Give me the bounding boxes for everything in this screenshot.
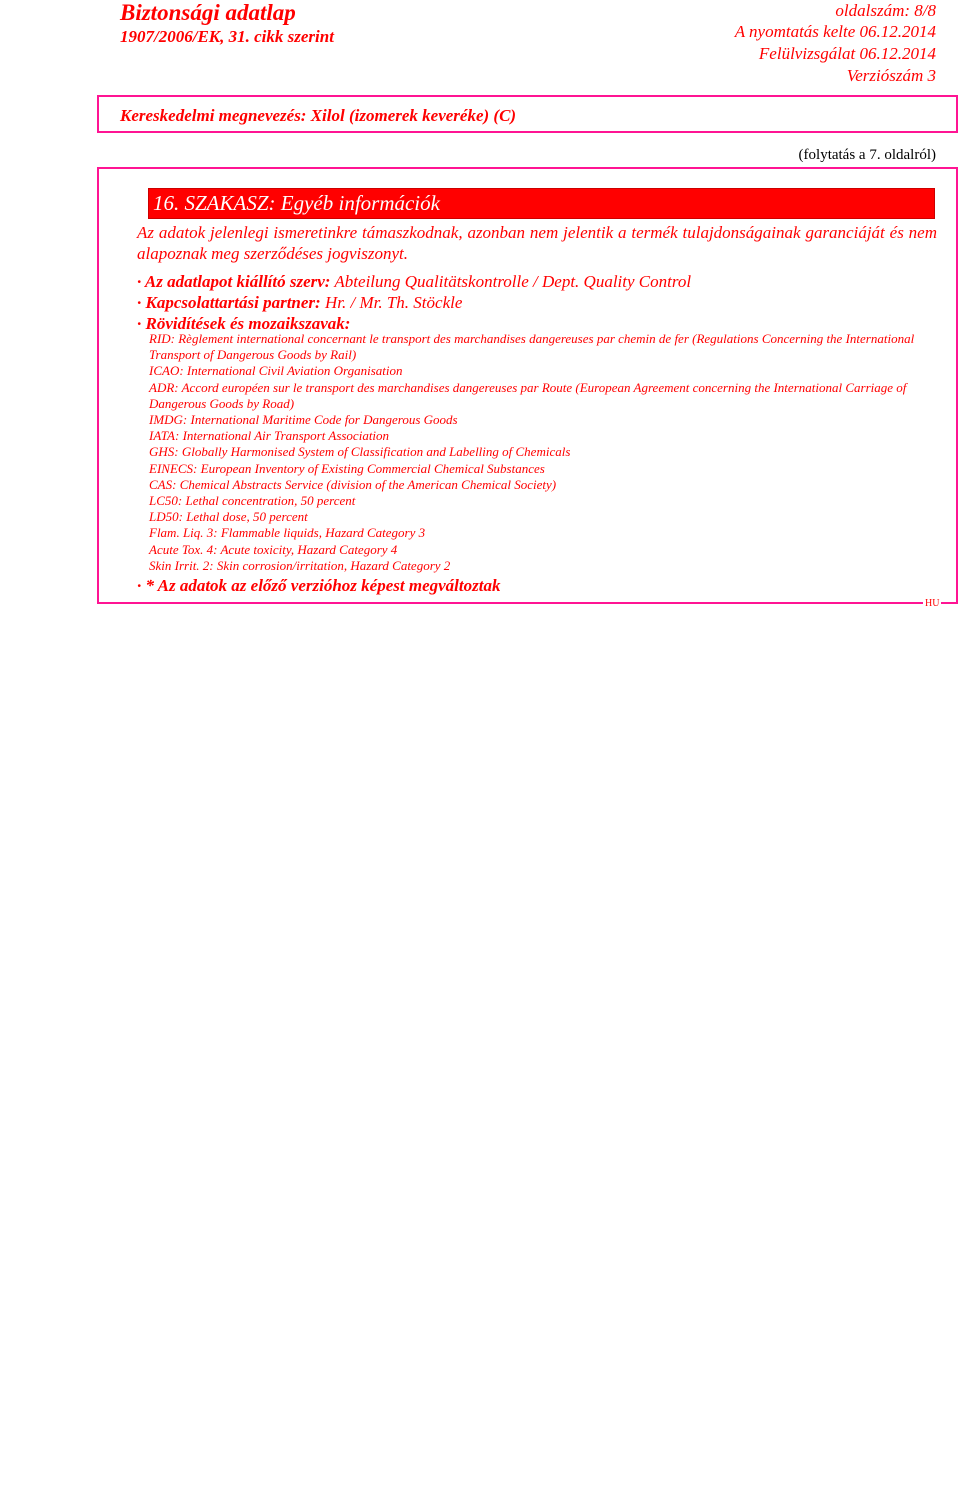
contact-value: Hr. / Mr. Th. Stöckle [320, 293, 463, 312]
list-item: EINECS: European Inventory of Existing Commercial Chemical Substances [149, 460, 545, 476]
list-item: ADR: Accord européen sur le transport des marchandises dangereuses par Route (European Agreement concerning the International Carriage of Dangerous Goods by Road) [149, 379, 907, 411]
changed-data-note: · * Az adatok az előző verzióhoz képest megváltoztak [137, 576, 501, 595]
version-number: Verziószám 3 [846, 66, 936, 85]
list-item: CAS: Chemical Abstracts Service (division of the American Chemical Society) [149, 476, 557, 492]
list-item: Acute Tox. 4: Acute toxicity, Hazard Category 4 [149, 541, 398, 557]
page-number: oldalszám: 8/8 [835, 1, 936, 20]
document-title: Biztonsági adatlap [120, 0, 296, 25]
continuation-note: (folytatás a 7. oldalról) [798, 147, 936, 163]
list-item: GHS: Globally Harmonised System of Classification and Labelling of Chemicals [149, 444, 571, 460]
revision-date: Felülvizsgálat 06.12.2014 [758, 44, 936, 63]
abbreviations-label: · Rövidítések és mozaikszavak: [137, 314, 351, 333]
document-meta [735, 0, 936, 87]
contact-label: · Kapcsolattartási partner: [137, 293, 321, 312]
contact-field [137, 292, 462, 313]
list-item: RID: Règlement international concernant le transport des marchandises dangereuses par chemin de fer (Regulations Concerning the International Transport of Dangerous Goods by Rail) [149, 331, 915, 363]
abbreviations-list [149, 331, 939, 574]
print-date: A nyomtatás kelte 06.12.2014 [734, 22, 936, 41]
document-header [120, 0, 334, 48]
section-intro: Az adatok jelenlegi ismeretinkre támaszkodnak, azonban nem jelentik a termék tulajdonságainak garanciáját és nem alapoznak meg szerződéses jogviszonyt. [137, 223, 937, 263]
section-title: 16. SZAKASZ: Egyéb információk [148, 188, 935, 219]
issuer-label: · Az adatlapot kiállító szerv: [137, 272, 331, 291]
regulation-reference: 1907/2006/EK, 31. cikk szerint [120, 27, 334, 46]
list-item: Skin Irrit. 2: Skin corrosion/irritation, Hazard Category 2 [149, 557, 451, 573]
list-item: LD50: Lethal dose, 50 percent [149, 509, 308, 525]
trade-name: Kereskedelmi megnevezés: Xilol (izomerek keveréke) (C) [120, 106, 517, 125]
list-item: IATA: International Air Transport Association [149, 428, 390, 444]
list-item: ICAO: International Civil Aviation Organisation [149, 363, 403, 379]
language-code: HU [925, 598, 940, 609]
list-item: IMDG: International Maritime Code for Dangerous Goods [149, 412, 458, 428]
issuer-field [137, 271, 691, 292]
issuer-value: Abteilung Qualitätskontrolle / Dept. Quality Control [330, 272, 692, 291]
list-item: LC50: Lethal concentration, 50 percent [149, 493, 356, 509]
list-item: Flam. Liq. 3: Flammable liquids, Hazard Category 3 [149, 525, 426, 541]
